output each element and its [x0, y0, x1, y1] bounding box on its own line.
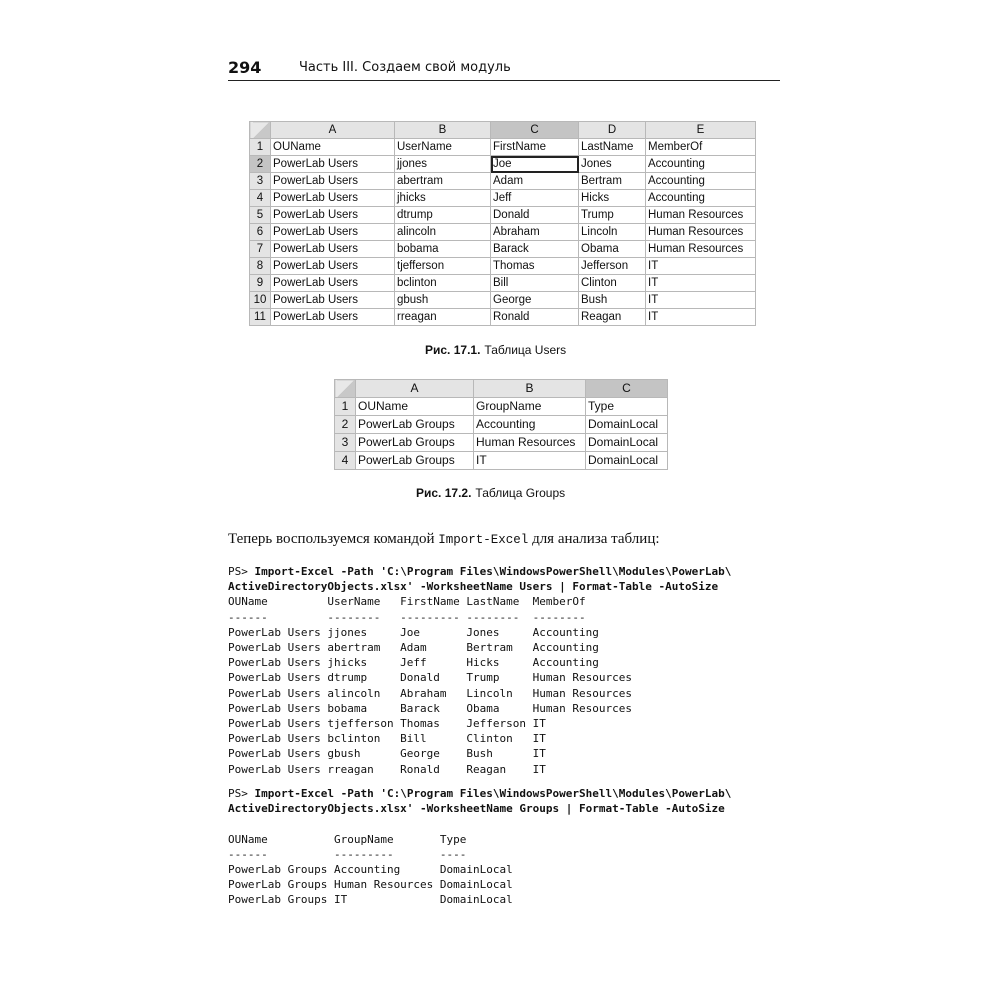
- cell[interactable]: PowerLab Users: [271, 207, 395, 224]
- row-number[interactable]: 10: [250, 292, 271, 309]
- column-header[interactable]: D: [579, 122, 646, 139]
- row-number[interactable]: 4: [335, 452, 356, 470]
- column-header-row: [335, 380, 668, 398]
- table-row: [335, 452, 668, 470]
- cell[interactable]: Barack: [491, 241, 579, 258]
- row-number[interactable]: 3: [335, 434, 356, 452]
- cell[interactable]: OUName: [356, 398, 474, 416]
- column-header-row: [250, 122, 756, 139]
- page-number: 294: [228, 58, 262, 77]
- cell[interactable]: Thomas: [491, 258, 579, 275]
- cell[interactable]: Donald: [491, 207, 579, 224]
- row-number[interactable]: 2: [335, 416, 356, 434]
- row-number[interactable]: 11: [250, 309, 271, 326]
- cell[interactable]: bclinton: [395, 275, 491, 292]
- cell[interactable]: Human Resources: [474, 434, 586, 452]
- page-header: [228, 58, 780, 81]
- cell[interactable]: Ronald: [491, 309, 579, 326]
- cell[interactable]: Trump: [579, 207, 646, 224]
- cell[interactable]: IT: [646, 292, 756, 309]
- row-number[interactable]: 4: [250, 190, 271, 207]
- cell[interactable]: DomainLocal: [586, 452, 668, 470]
- cell[interactable]: Bill: [491, 275, 579, 292]
- chapter-title: Часть III. Создаем свой модуль: [299, 60, 511, 75]
- cell[interactable]: PowerLab Users: [271, 241, 395, 258]
- table-row: [250, 173, 756, 190]
- cell[interactable]: tjefferson: [395, 258, 491, 275]
- command-groups: Import-Excel -Path 'C:\Program Files\WindowsPowerShell\Modules\PowerLab\: [254, 787, 732, 800]
- table-row: [250, 292, 756, 309]
- cell[interactable]: Accounting: [646, 190, 756, 207]
- cell[interactable]: abertram: [395, 173, 491, 190]
- cell[interactable]: alincoln: [395, 224, 491, 241]
- cell[interactable]: Clinton: [579, 275, 646, 292]
- table-row: [250, 139, 756, 156]
- cell[interactable]: Human Resources: [646, 224, 756, 241]
- select-all-corner[interactable]: [335, 380, 356, 398]
- table-row: [250, 207, 756, 224]
- column-header[interactable]: C: [491, 122, 579, 139]
- users-spreadsheet: [249, 121, 756, 326]
- column-header[interactable]: A: [271, 122, 395, 139]
- cell[interactable]: jhicks: [395, 190, 491, 207]
- cell[interactable]: Adam: [491, 173, 579, 190]
- cell[interactable]: PowerLab Users: [271, 258, 395, 275]
- cell[interactable]: jjones: [395, 156, 491, 173]
- cell[interactable]: Abraham: [491, 224, 579, 241]
- cell[interactable]: Accounting: [646, 156, 756, 173]
- cell[interactable]: Obama: [579, 241, 646, 258]
- cell[interactable]: OUName: [271, 139, 395, 156]
- cell[interactable]: Jeff: [491, 190, 579, 207]
- cell[interactable]: DomainLocal: [586, 416, 668, 434]
- figure-1-caption: Рис. 17.1. Таблица Users: [425, 343, 567, 357]
- cell[interactable]: dtrump: [395, 207, 491, 224]
- cell[interactable]: MemberOf: [646, 139, 756, 156]
- cell[interactable]: Human Resources: [646, 207, 756, 224]
- cell[interactable]: gbush: [395, 292, 491, 309]
- table-row: [335, 434, 668, 452]
- cell[interactable]: Human Resources: [646, 241, 756, 258]
- select-all-corner[interactable]: [250, 122, 271, 139]
- cell[interactable]: Bush: [579, 292, 646, 309]
- row-number[interactable]: 6: [250, 224, 271, 241]
- cell[interactable]: Lincoln: [579, 224, 646, 241]
- cell[interactable]: IT: [474, 452, 586, 470]
- body-paragraph: Теперь воспользуемся командой Import-Excel для анализа таблиц:: [228, 531, 660, 547]
- figure-2-caption: Рис. 17.2. Таблица Groups: [416, 486, 566, 500]
- cell[interactable]: Type: [586, 398, 668, 416]
- cell[interactable]: LastName: [579, 139, 646, 156]
- cell[interactable]: GroupName: [474, 398, 586, 416]
- column-header[interactable]: A: [356, 380, 474, 398]
- cell[interactable]: Joe: [491, 156, 579, 173]
- cell[interactable]: DomainLocal: [586, 434, 668, 452]
- cell[interactable]: Jones: [579, 156, 646, 173]
- row-number[interactable]: 5: [250, 207, 271, 224]
- cell[interactable]: Hicks: [579, 190, 646, 207]
- cell[interactable]: PowerLab Groups: [356, 434, 474, 452]
- code-listing-groups: PS> Import-Excel -Path 'C:\Program Files\WindowsPowerShell\Modules\PowerLab\ ActiveDirectoryObjects.xlsx' -WorksheetName Groups | Format-Table -AutoSize OUName GroupName Type ------ --------- ---- PowerLab Groups Accounting DomainLocal PowerLab Groups Human Resources DomainLocal PowerLab Groups IT DomainLocal: [228, 787, 732, 907]
- output-groups: OUName GroupName Type ------ --------- ---- PowerLab Groups Accounting DomainLocal PowerLab Groups Human Resources DomainLocal PowerLab Groups IT DomainLocal: [228, 832, 513, 907]
- table-row: [250, 241, 756, 258]
- table-row: [335, 416, 668, 434]
- cell[interactable]: UserName: [395, 139, 491, 156]
- table-row: [250, 190, 756, 207]
- row-number[interactable]: 8: [250, 258, 271, 275]
- cell[interactable]: Bertram: [579, 173, 646, 190]
- column-header[interactable]: C: [586, 380, 668, 398]
- command-users: Import-Excel -Path 'C:\Program Files\WindowsPowerShell\Modules\PowerLab\: [254, 565, 732, 578]
- row-number[interactable]: 3: [250, 173, 271, 190]
- table-row: [335, 398, 668, 416]
- cell[interactable]: PowerLab Users: [271, 309, 395, 326]
- cell[interactable]: PowerLab Groups: [356, 452, 474, 470]
- row-number[interactable]: 7: [250, 241, 271, 258]
- cell[interactable]: IT: [646, 275, 756, 292]
- table-row: [250, 275, 756, 292]
- cell[interactable]: bobama: [395, 241, 491, 258]
- groups-spreadsheet: [334, 379, 668, 470]
- table-row: [250, 224, 756, 241]
- row-number[interactable]: 9: [250, 275, 271, 292]
- row-number[interactable]: 2: [250, 156, 271, 173]
- cell[interactable]: Reagan: [579, 309, 646, 326]
- cell[interactable]: PowerLab Users: [271, 292, 395, 309]
- table-row: [250, 156, 756, 173]
- cell[interactable]: PowerLab Users: [271, 173, 395, 190]
- cell[interactable]: Jefferson: [579, 258, 646, 275]
- table-row: [250, 309, 756, 326]
- cell[interactable]: PowerLab Groups: [356, 416, 474, 434]
- cell[interactable]: George: [491, 292, 579, 309]
- cell[interactable]: IT: [646, 309, 756, 326]
- cell[interactable]: Accounting: [646, 173, 756, 190]
- row-number[interactable]: 1: [335, 398, 356, 416]
- column-header[interactable]: B: [395, 122, 491, 139]
- cell[interactable]: PowerLab Users: [271, 156, 395, 173]
- column-header[interactable]: B: [474, 380, 586, 398]
- cell[interactable]: PowerLab Users: [271, 275, 395, 292]
- table-row: [250, 258, 756, 275]
- cell[interactable]: Accounting: [474, 416, 586, 434]
- cell[interactable]: PowerLab Users: [271, 224, 395, 241]
- column-header[interactable]: E: [646, 122, 756, 139]
- cell[interactable]: IT: [646, 258, 756, 275]
- cell[interactable]: PowerLab Users: [271, 190, 395, 207]
- row-number[interactable]: 1: [250, 139, 271, 156]
- inline-code: Import-Excel: [438, 533, 529, 547]
- output-users: OUName UserName FirstName LastName MemberOf ------ -------- --------- -------- -------- PowerLab Users jjones Joe Jones Accounting PowerLab Users abertram Adam Bertram Accounting PowerLab Users jhicks Jeff Hicks Accounting PowerLab Users dtrump Donald Trump Human Resources PowerLab Users alincoln Abraham Lincoln Human Resources PowerLab Users bobama Barack Obama Human Resources PowerLab Users tjefferson Thomas Jefferson IT PowerLab Users bclinton Bill Clinton IT PowerLab Users gbush George Bush IT PowerLab Users rreagan Ronald Reagan IT: [228, 595, 632, 776]
- cell[interactable]: FirstName: [491, 139, 579, 156]
- code-listing-users: PS> Import-Excel -Path 'C:\Program Files\WindowsPowerShell\Modules\PowerLab\ ActiveDirectoryObjects.xlsx' -WorksheetName Users | Format-Table -AutoSize OUName UserName FirstName LastName MemberOf ------ -------- --------- -------- -------- PowerLab Users jjones Joe Jones Accounting PowerLab Users abertram Adam Bertram Accounting PowerLab Users jhicks Jeff Hicks Accounting PowerLab Users dtrump Donald Trump Human Resources PowerLab Users alincoln Abraham Lincoln Human Resources PowerLab Users bobama Barack Obama Human Resources PowerLab Users tjefferson Thomas Jefferson IT PowerLab Users bclinton Bill Clinton IT PowerLab Users gbush George Bush IT PowerLab Users rreagan Ronald Reagan IT: [228, 565, 732, 776]
- cell[interactable]: rreagan: [395, 309, 491, 326]
